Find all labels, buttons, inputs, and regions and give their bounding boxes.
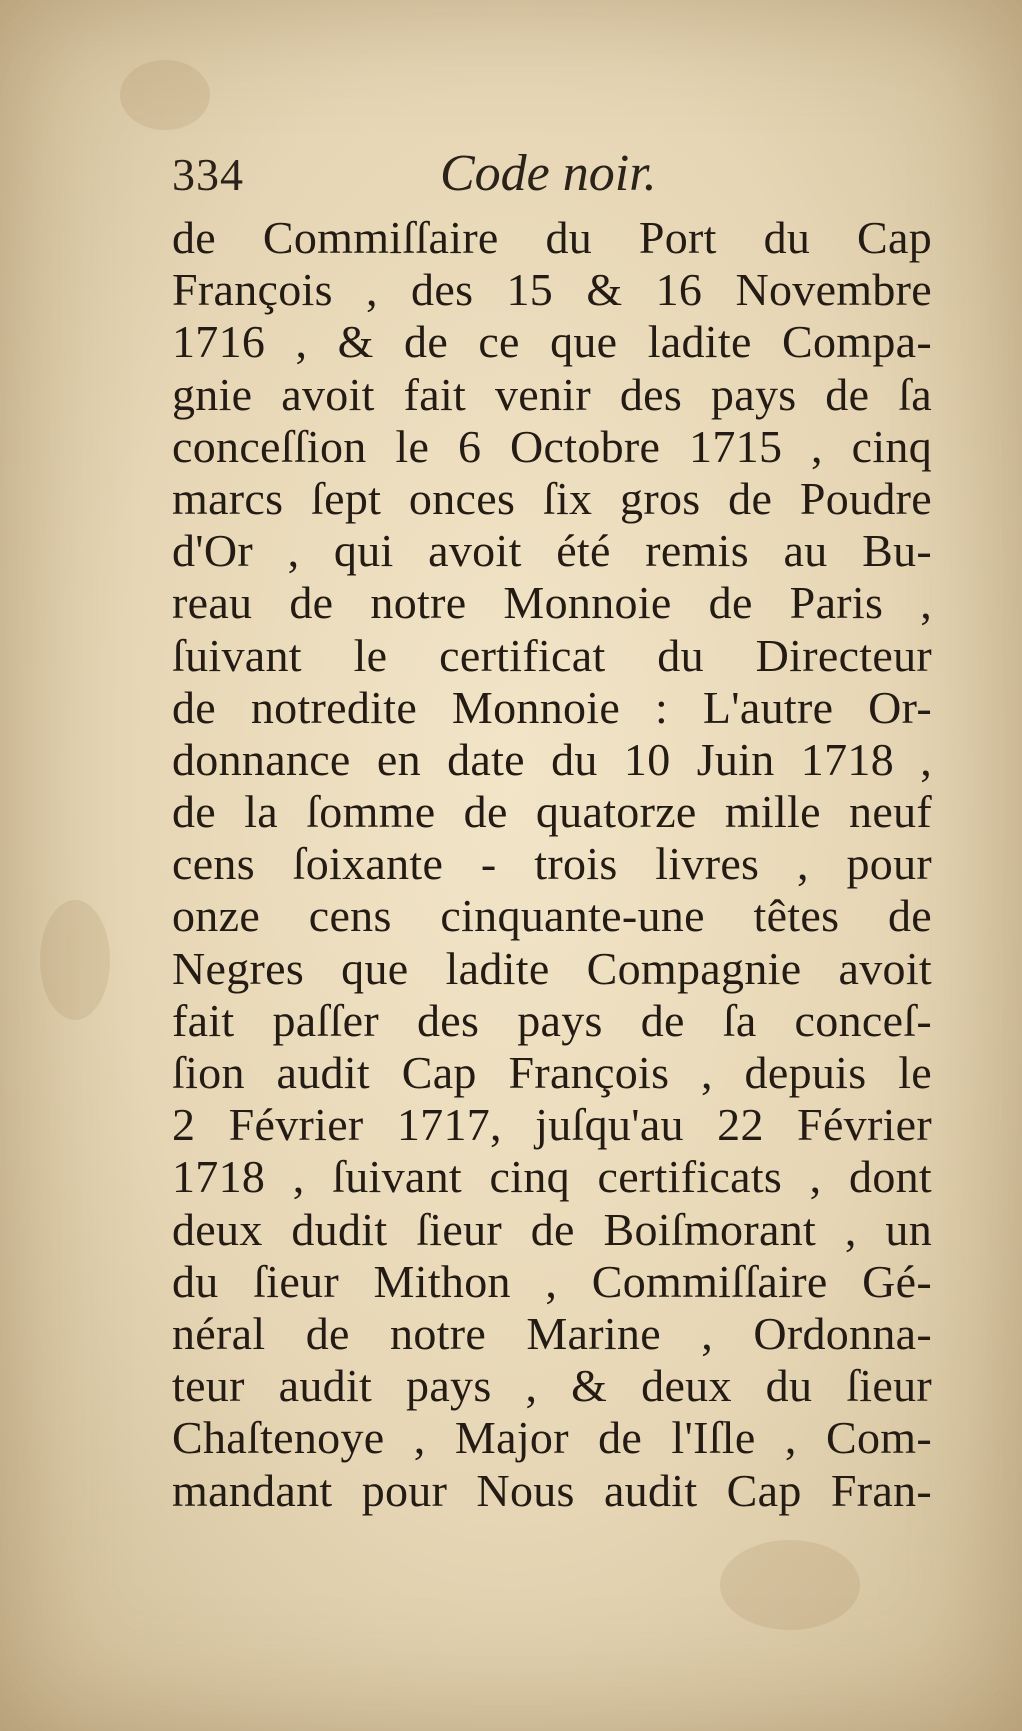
text-line: gnie avoit fait venir des pays de ſa — [172, 368, 932, 420]
text-line: 1718 , ſuivant cinq certificats , dont — [172, 1151, 932, 1203]
text-line: d'Or , qui avoit été remis au Bu- — [172, 525, 932, 577]
text-line: de Commiſſaire du Port du Cap — [172, 212, 932, 263]
text-line: Chaſtenoye , Major de l'Iſle , Com- — [172, 1412, 932, 1464]
text-line: ſuivant le certificat du Directeur — [172, 629, 932, 681]
text-line: Negres que ladite Compagnie avoit — [172, 942, 932, 994]
text-line: onze cens cinquante-une têtes de — [172, 890, 932, 942]
text-line: 1716 , & de ce que ladite Compa- — [172, 316, 932, 368]
paper-stain — [120, 60, 210, 130]
text-line: 2 Février 1717, juſqu'au 22 Février — [172, 1099, 932, 1151]
page-header — [172, 140, 932, 204]
text-line: de la ſomme de quatorze mille neuf — [172, 786, 932, 838]
running-title: Code noir. — [440, 145, 657, 202]
text-line: conceſſion le 6 Octobre 1715 , cinq — [172, 420, 932, 472]
text-line: teur audit pays , & deux du ſieur — [172, 1360, 932, 1412]
paper-stain — [720, 1540, 860, 1630]
paper-stain — [40, 900, 110, 1020]
body-text — [172, 212, 932, 1517]
text-line: marcs ſept onces ſix gros de Poudre — [172, 472, 932, 524]
text-line: mandant pour Nous audit Cap Fran- — [172, 1464, 932, 1516]
text-line: donnance en date du 10 Juin 1718 , — [172, 733, 932, 785]
text-line: fait paſſer des pays de ſa conceſ- — [172, 994, 932, 1046]
text-line: cens ſoixante - trois livres , pour — [172, 838, 932, 890]
text-line: François , des 15 & 16 Novembre — [172, 264, 932, 316]
text-line: du ſieur Mithon , Commiſſaire Gé- — [172, 1255, 932, 1307]
text-line: deux dudit ſieur de Boiſmorant , un — [172, 1203, 932, 1255]
text-line: ſion audit Cap François , depuis le — [172, 1047, 932, 1098]
text-line: reau de notre Monnoie de Paris , — [172, 577, 932, 629]
text-line: néral de notre Marine , Ordonna- — [172, 1307, 932, 1359]
page-number: 334 — [172, 149, 244, 200]
text-line: de notredite Monnoie : L'autre Or- — [172, 681, 932, 733]
